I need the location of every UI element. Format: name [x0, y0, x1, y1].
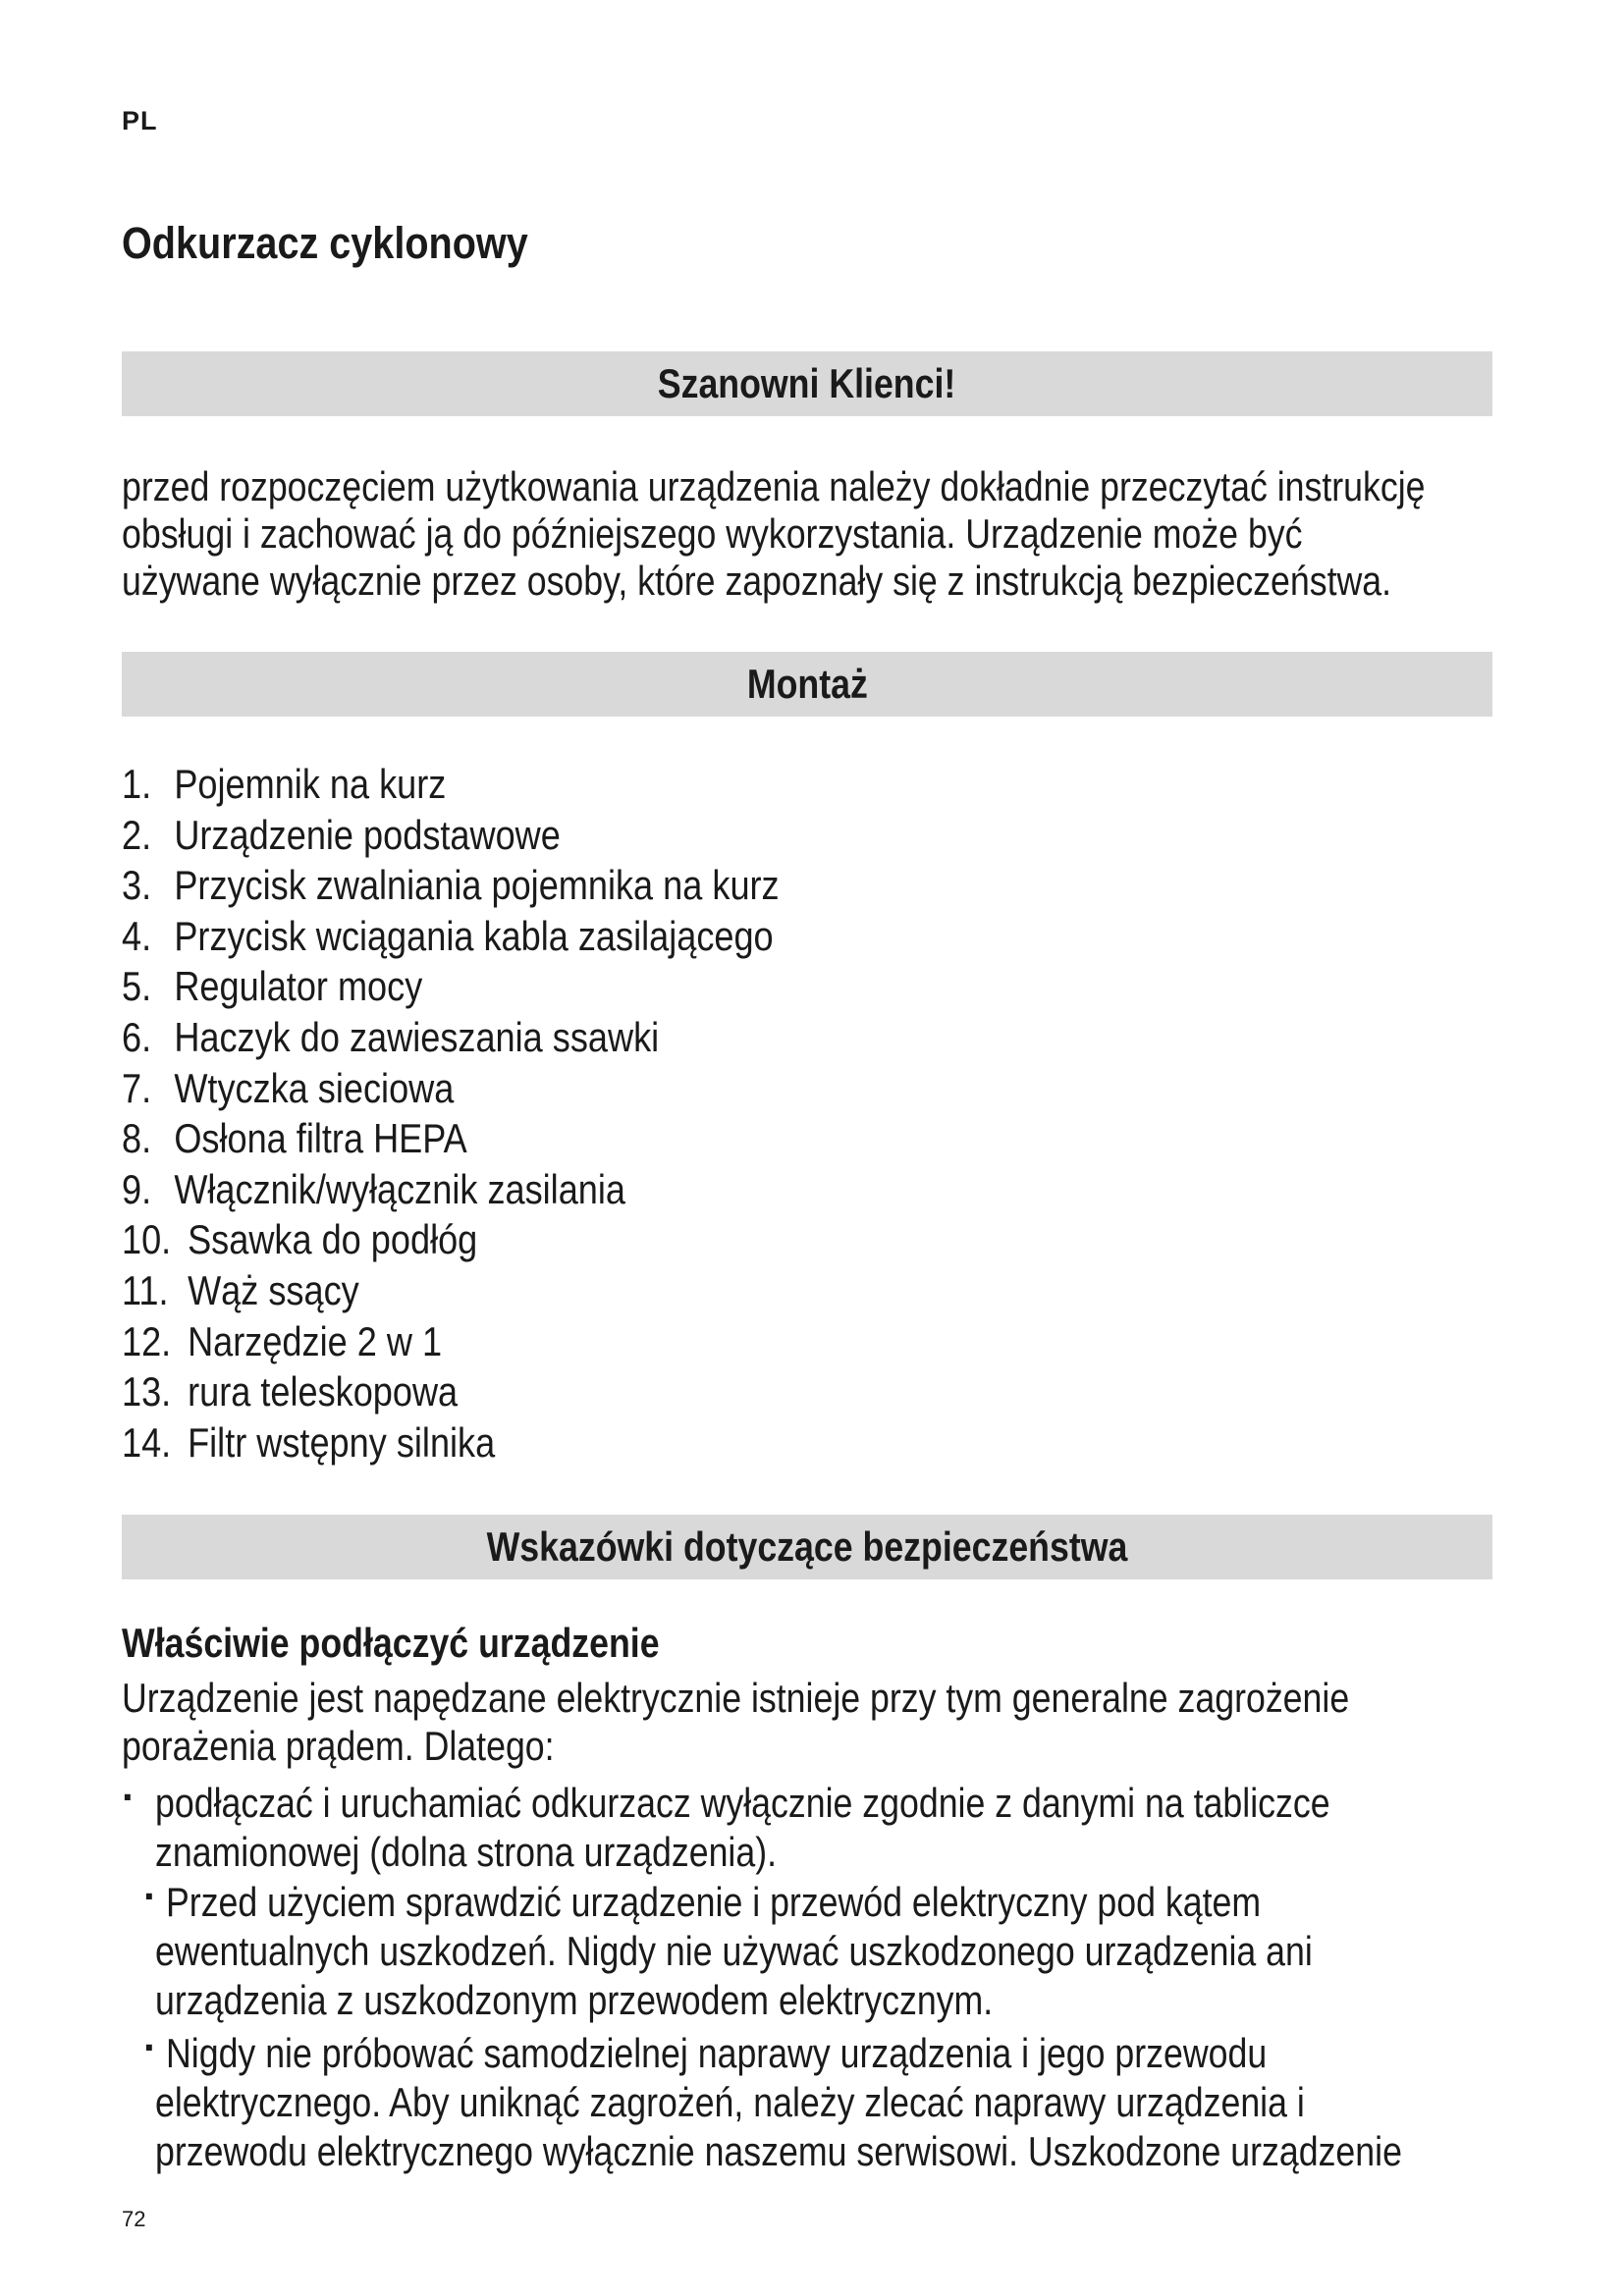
- bullet-line: urządzenia z uszkodzonym przewodem elektrycznym.: [155, 1977, 994, 2023]
- item-label: Filtr wstępny silnika: [188, 1418, 496, 1466]
- list-item: [122, 1063, 780, 1114]
- item-number: 7.: [122, 1064, 152, 1111]
- safety-intro: [122, 1674, 1566, 1770]
- list-item: [122, 1417, 780, 1468]
- subsection-heading: Właściwie podłączyć urządzenie: [122, 1620, 660, 1666]
- list-item: [122, 810, 780, 861]
- item-number: 9.: [122, 1165, 152, 1212]
- item-label: Przycisk zwalniania pojemnika na kurz: [174, 862, 780, 909]
- page-title: Odkurzacz cyklonowy: [122, 218, 528, 268]
- safety-bullet: [122, 2024, 1622, 2176]
- list-item: [122, 1366, 780, 1417]
- section-header-safety: [122, 1515, 1492, 1579]
- item-label: Pojemnik na kurz: [174, 761, 447, 807]
- language-code: PL: [122, 106, 158, 135]
- item-label: Przycisk wciągania kabla zasilającego: [174, 912, 774, 959]
- bullet-marker: ·: [143, 1873, 157, 1919]
- item-number: 5.: [122, 963, 152, 1010]
- item-label: Osłona filtra HEPA: [174, 1115, 467, 1162]
- page-number: 72: [122, 2207, 146, 2231]
- bullet-line: Nigdy nie próbować samodzielnej naprawy urządzenia i jego przewodu: [166, 2030, 1268, 2076]
- item-label: Ssawka do podłóg: [188, 1216, 478, 1263]
- bullet-line: Przed użyciem sprawdzić urządzenie i przewód elektryczny pod kątem: [166, 1879, 1262, 1925]
- item-label: Narzędzie 2 w 1: [188, 1317, 443, 1364]
- item-number: 4.: [122, 912, 152, 959]
- safety-bullet: [122, 1873, 1517, 2025]
- item-number: 12.: [122, 1317, 172, 1364]
- list-item: [122, 1113, 780, 1164]
- list-item: [122, 1012, 780, 1063]
- intro-line: przed rozpoczęciem użytkowania urządzenia należy dokładnie przeczytać instrukcję: [122, 463, 1426, 509]
- item-number: 10.: [122, 1216, 172, 1263]
- bullet-line: podłączać i uruchamiać odkurzacz wyłącznie zgodnie z danymi na tabliczce: [155, 1780, 1330, 1826]
- bullet-marker: ·: [143, 2024, 157, 2070]
- section-title-assembly: Montaż: [746, 661, 868, 707]
- list-item: [122, 759, 780, 810]
- item-label: rura teleskopowa: [188, 1368, 459, 1415]
- safety-intro-line: porażenia prądem. Dlatego:: [122, 1723, 555, 1769]
- item-label: Urządzenie podstawowe: [174, 811, 561, 858]
- safety-bullet: [122, 1774, 1538, 1877]
- intro-line: obsługi i zachować ją do późniejszego wykorzystania. Urządzenie może być: [122, 510, 1303, 557]
- item-label: Wąż ssący: [188, 1266, 359, 1313]
- list-item: [122, 911, 780, 962]
- item-label: Regulator mocy: [174, 963, 423, 1010]
- intro-paragraph: [122, 463, 1516, 605]
- bullet-line: znamionowej (dolna strona urządzenia).: [155, 1829, 778, 1875]
- parts-list: [122, 759, 887, 1468]
- item-label: Wtyczka sieciowa: [174, 1064, 455, 1111]
- list-item: [122, 1316, 780, 1367]
- item-number: 6.: [122, 1013, 152, 1060]
- section-header-greeting: [122, 351, 1492, 416]
- list-item: [122, 1164, 780, 1215]
- list-item: [122, 1265, 780, 1316]
- item-number: 13.: [122, 1368, 172, 1415]
- item-number: 8.: [122, 1115, 152, 1162]
- section-header-assembly: [122, 652, 1492, 717]
- bullet-line: przewodu elektrycznego wyłącznie naszemu serwisowi. Uszkodzone urządzenie: [155, 2128, 1402, 2174]
- item-number: 14.: [122, 1418, 172, 1466]
- item-number: 2.: [122, 811, 152, 858]
- bullet-marker: ·: [122, 1774, 135, 1820]
- item-label: Włącznik/wyłącznik zasilania: [174, 1165, 625, 1212]
- item-number: 11.: [122, 1266, 169, 1313]
- item-label: Haczyk do zawieszania ssawki: [174, 1013, 660, 1060]
- safety-intro-line: Urządzenie jest napędzane elektrycznie istnieje przy tym generalne zagrożenie: [122, 1675, 1350, 1721]
- item-number: 3.: [122, 862, 152, 909]
- section-title-greeting: Szanowni Klienci!: [658, 360, 956, 406]
- list-item: [122, 961, 780, 1012]
- bullet-line: ewentualnych uszkodzeń. Nigdy nie używać uszkodzonego urządzenia ani: [155, 1928, 1313, 1974]
- intro-line: używane wyłącznie przez osoby, które zapoznały się z instrukcją bezpieczeństwa.: [122, 558, 1392, 604]
- bullet-line: elektrycznego. Aby uniknąć zagrożeń, należy zlecać naprawy urządzenia i: [155, 2079, 1305, 2125]
- item-number: 1.: [122, 761, 152, 807]
- section-title-safety: Wskazówki dotyczące bezpieczeństwa: [486, 1523, 1128, 1570]
- list-item: [122, 860, 780, 911]
- list-item: [122, 1214, 780, 1265]
